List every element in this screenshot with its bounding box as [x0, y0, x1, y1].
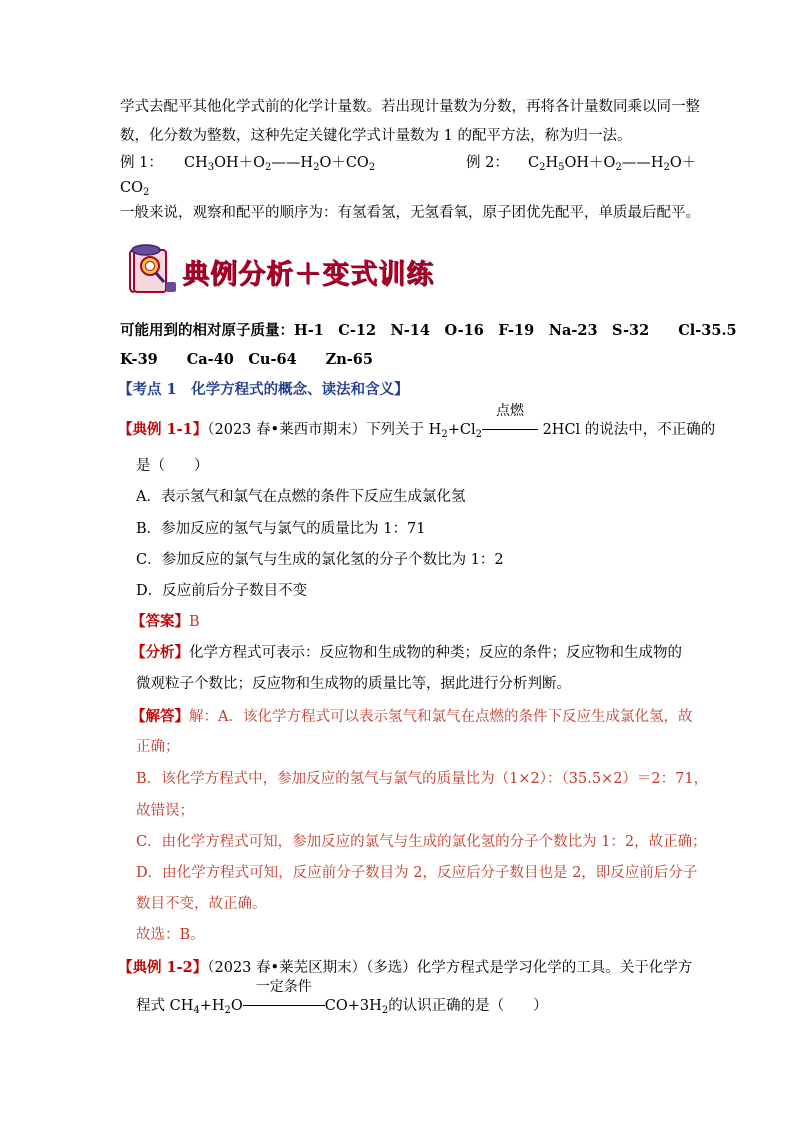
intro-line-1: 学式去配平其他化学式前的化学计量数。若出现计量数为分数，再将各计量数同乘以同一整	[120, 99, 700, 115]
question-1-2-tag: 【典例 1-2】	[118, 959, 208, 976]
solution-line-5: C．由化学方程式可知，参加反应的氯气与生成的氯化氢的分子个数比为 1：2，故正确；	[136, 834, 707, 850]
question-1-1-stem: 【典例 1-1】（2023 春•莱西市期末）下列关于 $H_2+Cl_2$ 点燃 2HCl 的说法中，不正确的	[118, 403, 716, 440]
question-1-2-stem-2: 程式 $CH_4+H_2O$ 一定条件 $CO+3H_2$的认识正确的是（ ）	[136, 979, 548, 1016]
banner-title: 典例分析＋变式训练	[182, 259, 434, 290]
question-1-1-stem-2: 是（ ）	[136, 458, 209, 474]
scroll-magnifier-icon	[126, 240, 186, 298]
solution-line-3: B．该化学方程式中，参加反应的氢气与氯气的质量比为（1×2）：（35.5×2）＝2：71，	[136, 771, 709, 787]
reaction-condition-ignite: 点燃	[482, 420, 538, 440]
atomic-masses-line-1: 可能用到的相对原子质量：H-1 C-12 N-14 O-16 F-19 Na-23 S-32 Cl-35.5	[120, 322, 737, 339]
intro-line-2: 数，化分数为整数，这种先定关键化学式计量数为 1 的配平方法，称为归一法。	[120, 128, 632, 144]
solution-line-6: D．由化学方程式可知，反应前分子数目为 2，反应后分子数目也是 2，即反应前后分子	[136, 865, 698, 881]
example-1-label: 例 1：	[120, 155, 163, 171]
solution-line-4: 故错误；	[136, 803, 194, 819]
answer-line	[131, 612, 200, 632]
option-c: C．参加反应的氯气与生成的氯化氢的分子个数比为 1：2	[136, 552, 504, 568]
example-2-label: 例 2：	[466, 155, 509, 171]
analysis-tag: 【分析】	[131, 644, 189, 661]
section-title: 【考点 1 化学方程式的概念、读法和含义】	[118, 381, 409, 398]
solution-tag: 【解答】	[131, 708, 189, 725]
analysis-line-1: 【分析】化学方程式可表示：反应物和生成物的种类；反应的条件；反应物和生成物的	[131, 644, 682, 661]
atomic-masses-line-2: K-39 Ca-40 Cu-64 Zn-65	[120, 351, 373, 368]
example-1-equation: $CH_3OH+O_2——H_2O+CO_2$	[184, 155, 376, 173]
option-d: D．反应前后分子数目不变	[136, 583, 308, 599]
reaction-condition-certain: 一定条件	[243, 996, 325, 1016]
option-a: A．表示氢气和氯气在点燃的条件下反应生成氯化氢	[136, 489, 466, 505]
section-banner	[126, 240, 466, 298]
option-b: B．参加反应的氢气与氯气的质量比为 1：71	[136, 521, 426, 537]
solution-line-7: 数目不变，故正确。	[136, 896, 267, 912]
example-2-equation: $C_2H_5OH+O_2——H_2O+$	[528, 155, 697, 173]
example-2-continuation: $CO_2$	[120, 180, 150, 198]
solution-line-1: 【解答】解：A．该化学方程式可以表示氢气和氯气在点燃的条件下反应生成氯化氢，故	[131, 708, 693, 725]
answer-tag: 【答案】	[131, 613, 189, 630]
solution-line-2: 正确；	[136, 739, 180, 755]
analysis-line-2: 微观粒子个数比；反应物和生成物的质量比等，据此进行分析判断。	[136, 676, 571, 692]
question-1-1-tag: 【典例 1-1】	[118, 421, 208, 438]
intro-line-4: 一般来说，观察和配平的顺序为：有氢看氢，无氢看氧，原子团优先配平，单质最后配平。	[120, 205, 700, 221]
answer-value: B	[189, 614, 200, 630]
question-1-2-stem: 【典例 1-2】（2023 春•莱芜区期末）（多选）化学方程式是学习化学的工具。关于化学方	[118, 959, 693, 976]
solution-line-8: 故选：B。	[136, 927, 205, 943]
